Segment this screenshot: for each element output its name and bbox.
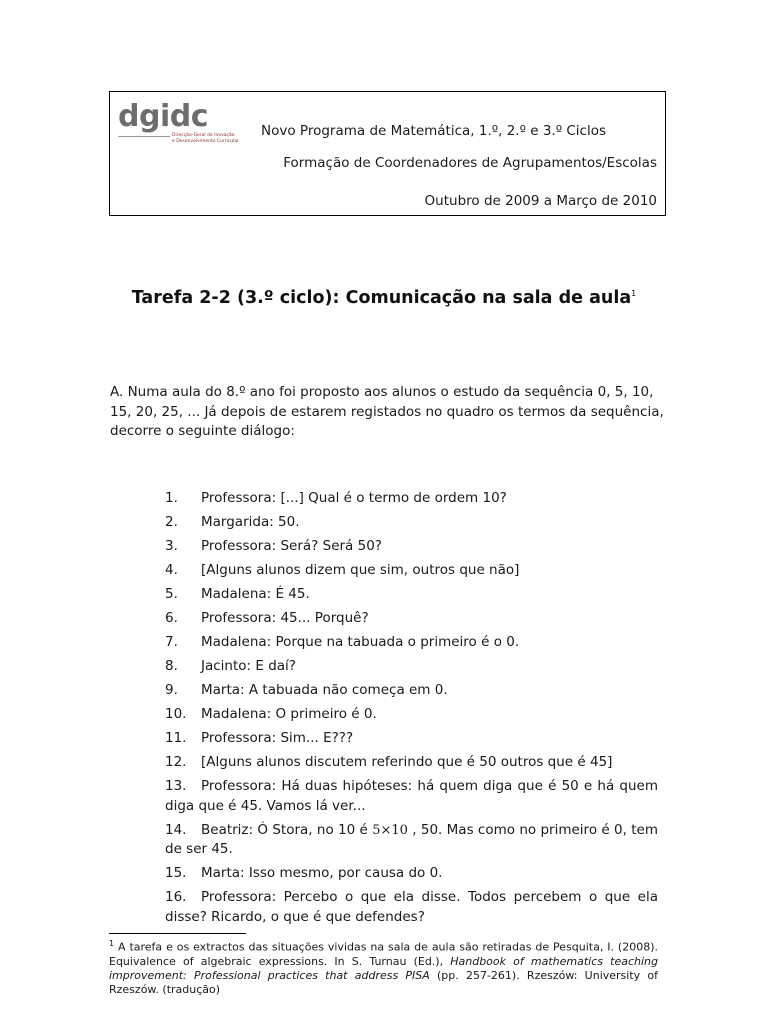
- list-item: 10. Madalena: O primeiro é 0.: [165, 706, 377, 722]
- list-item: 2. Margarida: 50.: [165, 514, 300, 530]
- list-item: 16. Professora: Percebo o que ela disse. Todos percebem o que ela disse? Ricardo, o que é que defendes?: [165, 889, 658, 925]
- list-item: 8. Jacinto: E daí?: [165, 658, 296, 674]
- header-training-title: Formação de Coordenadores de Agrupamentos/Escolas: [283, 155, 657, 171]
- list-item: 14. Beatriz: Ó Stora, no 10 é 5×10 , 50. Mas como no primeiro é 0, tem de ser 45.: [165, 821, 658, 857]
- list-item: 5. Madalena: É 45.: [165, 586, 310, 602]
- footnote-ref: 1: [631, 289, 637, 299]
- list-item: 15. Marta: Isso mesmo, por causa do 0.: [165, 865, 443, 881]
- list-item: 1. Professora: [...] Qual é o termo de ordem 10?: [165, 490, 507, 506]
- dgidc-logo: [118, 100, 238, 150]
- list-item: 11. Professora: Sim... E???: [165, 730, 354, 746]
- intro-paragraph: A. Numa aula do 8.º ano foi proposto aos alunos o estudo da sequência 0, 5, 10, 15, 20, 25, ... Já depois de estarem registados no quadro os termos da sequência, decorre o seguinte diálogo:: [110, 384, 664, 439]
- list-item: 12. [Alguns alunos discutem referindo que é 50 outros que é 45]: [165, 754, 613, 770]
- list-item: 9. Marta: A tabuada não começa em 0.: [165, 682, 448, 698]
- document-header: [109, 91, 666, 216]
- list-item: 4. [Alguns alunos dizem que sim, outros que não]: [165, 562, 520, 578]
- logo-underline: [118, 136, 170, 137]
- math-expression: 5×10: [372, 822, 408, 838]
- list-item: 6. Professora: 45... Porquê?: [165, 610, 369, 626]
- logo-wordmark: dgidc: [118, 99, 208, 134]
- dialogue-list: [0, 489, 768, 932]
- list-item: 3. Professora: Será? Será 50?: [165, 538, 382, 554]
- header-program-title: Novo Programa de Matemática, 1.º, 2.º e 3.º Ciclos: [261, 123, 606, 139]
- footnote-divider: [109, 933, 246, 934]
- list-item: 13. Professora: Há duas hipóteses: há quem diga que é 50 e há quem diga que é 45. Vamos lá ver...: [165, 778, 658, 814]
- page-title: Tarefa 2-2 (3.º ciclo): Comunicação na sala de aula$^1$: [131, 288, 637, 308]
- logo-subtext: Direcção-Geral de Inovação e Desenvolvimento Curricular: [172, 133, 239, 144]
- footnote: $^1$ A tarefa e os extractos das situações vividas na sala de aula são retiradas de Pesquita, I. (2008). Equivalence of algebraic expressions. In S. Turnau (Ed.), Handbook of mathematics teaching improvement: Professional practices that address PISA (pp. 257-261). Rzeszów: University of Rzeszów. (tradução): [109, 939, 658, 996]
- list-item: 7. Madalena: Porque na tabuada o primeiro é o 0.: [165, 634, 520, 650]
- header-date-range: Outubro de 2009 a Março de 2010: [424, 193, 657, 209]
